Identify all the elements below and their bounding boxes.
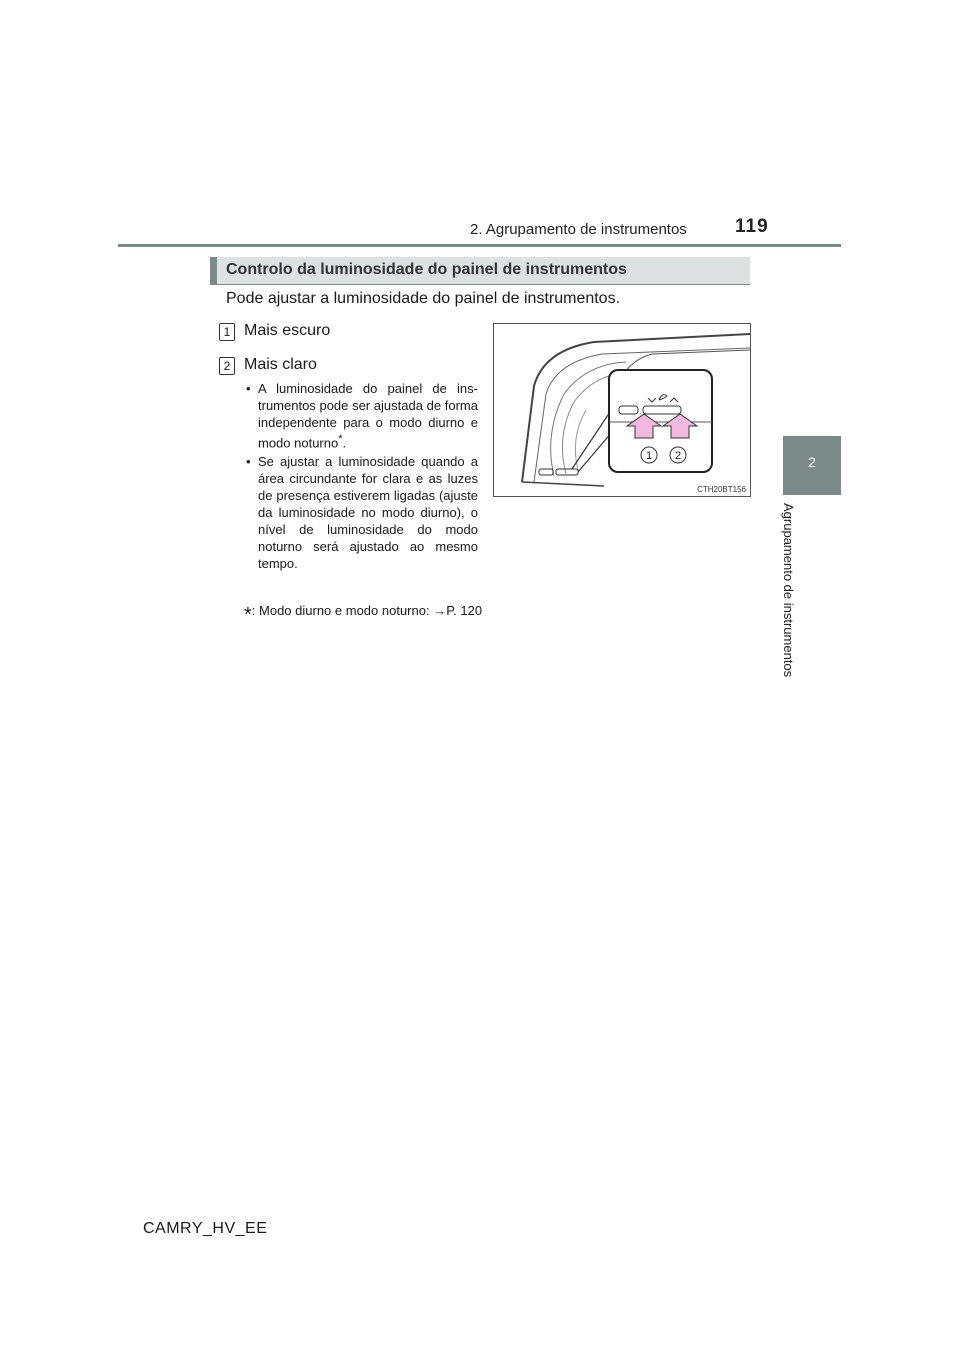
step-2-label: Mais claro (244, 356, 317, 373)
bullet-item (244, 380, 478, 451)
section-heading: Controlo da luminosidade do painel de instrumentos (226, 261, 627, 278)
chapter-side-label (781, 503, 806, 703)
dashboard-drawing (494, 324, 750, 496)
chapter-side-label-text: Agrupamento de instrumentos (781, 503, 796, 678)
section-intro: Pode ajustar a luminosidade do painel de instrumentos. (226, 290, 621, 307)
instrument-panel-illustration (493, 323, 751, 497)
bullet-item: • Se ajustar a luminosidade quando a área circundante for clara e as luzes de presença estiverem ligadas (ajuste da luminosidade no modo diurno), o nível de luminosidade do modo noturno será ajustado ao mesmo tempo. (244, 453, 478, 572)
bullet-text: A luminosidade do painel de ins-trumentos pode ser ajustada de forma independente para o modo diurno e modo noturno (258, 381, 478, 451)
footnote-text: : Modo diurno e modo noturno: →P. 120 (251, 603, 483, 618)
header-rule (118, 244, 841, 247)
chapter-tab-number: 2 (808, 454, 816, 470)
section-heading-bar (210, 257, 750, 285)
bullet-end-period: . (342, 435, 347, 451)
page-number: 119 (735, 216, 769, 237)
figure-callout-2: 2 (674, 450, 682, 462)
figure-code: CTH20BT156 (697, 485, 746, 494)
chapter-tab (783, 436, 841, 495)
bullet-list (244, 380, 478, 574)
footer-model-code: CAMRY_HV_EE (143, 1220, 268, 1237)
footnote-reference: * (338, 433, 343, 445)
footnote-marker: * (244, 604, 252, 626)
step-1-number: 1 (219, 323, 235, 341)
step-2-number: 2 (219, 357, 235, 375)
figure-callout-1: 1 (645, 450, 653, 462)
header-section-title: 2. Agrupamento de instrumentos (470, 221, 687, 238)
footnote (244, 603, 482, 627)
step-1-label: Mais escuro (244, 322, 331, 339)
